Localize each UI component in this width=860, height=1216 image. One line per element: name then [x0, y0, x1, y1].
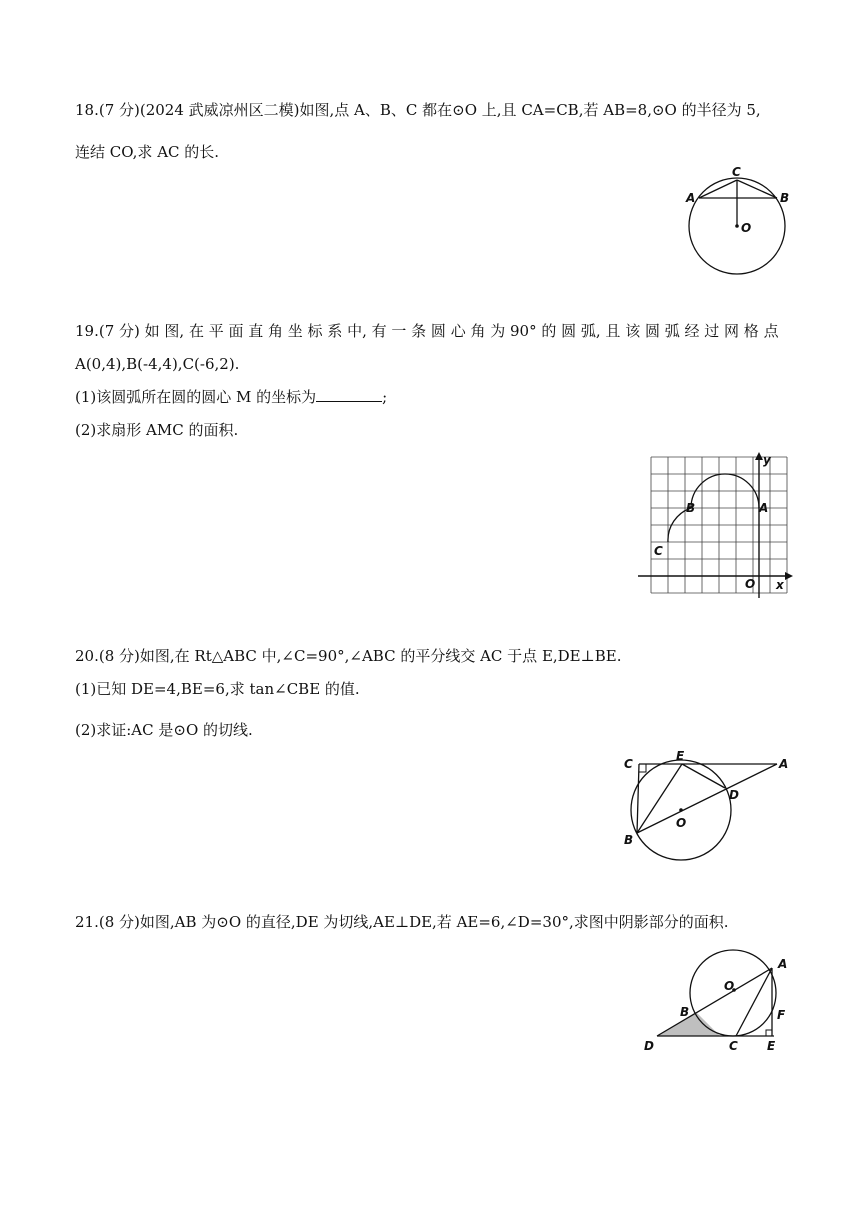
label-b: B [780, 191, 790, 205]
label-d: D [644, 1039, 654, 1053]
segment-da [657, 968, 772, 1036]
right-angle-e [766, 1030, 772, 1036]
center-dot [679, 808, 683, 812]
problem-19-figure [635, 452, 795, 602]
center-dot [735, 224, 739, 228]
problem-19-question-1 [75, 387, 387, 407]
y-axis-arrow [755, 452, 763, 460]
segment-ba [637, 764, 777, 833]
label-o: O [724, 979, 735, 993]
problem-19-line-2: A(0,4),B(-4,4),C(-6,2). [75, 355, 240, 373]
x-axis-arrow [785, 572, 793, 580]
label-b: B [624, 833, 634, 847]
label-o: O [745, 577, 756, 591]
circle-o [690, 950, 776, 1036]
label-y: y [763, 453, 771, 467]
label-a: A [759, 501, 769, 515]
problem-18-line-2: 连结 CO,求 AC 的长. [75, 143, 220, 161]
label-c: C [654, 544, 663, 558]
label-f: F [777, 1008, 786, 1022]
label-b: B [686, 501, 696, 515]
label-c: C [732, 165, 741, 179]
problem-18-figure [670, 160, 800, 280]
answer-blank [316, 387, 382, 402]
label-a: A [779, 757, 789, 771]
segment-ed [682, 764, 725, 788]
label-e: E [767, 1039, 776, 1053]
label-a: A [778, 957, 788, 971]
problem-20-line-1: 20.(8 分)如图,在 Rt△ABC 中,∠C=90°,∠ABC 的平分线交 AC 于点 E,DE⊥BE. [75, 647, 622, 665]
label-a: A [686, 191, 696, 205]
segment-cb [637, 764, 639, 833]
problem-18-line-1: 18.(7 分)(2024 武威凉州区二模)如图,点 A、B、C 都在⊙O 上,且 CA=CB,若 AB=8,⊙O 的半径为 5, [75, 101, 761, 119]
chord-ca [699, 180, 737, 198]
problem-21-line-1: 21.(8 分)如图,AB 为⊙O 的直径,DE 为切线,AE⊥DE,若 AE=6,∠D=30°,求图中阴影部分的面积. [75, 913, 729, 931]
label-c: C [729, 1039, 738, 1053]
label-e: E [676, 749, 685, 763]
problem-21-figure [640, 940, 800, 1060]
problem-19-line-1: 19.(7 分) 如 图, 在 平 面 直 角 坐 标 系 中, 有 一 条 圆 心 角 为 90° 的 圆 弧, 且 该 圆 弧 经 过 网 格 点 [75, 322, 779, 340]
label-o: O [676, 816, 687, 830]
label-x: x [776, 578, 784, 592]
right-angle-c [639, 764, 646, 772]
label-b: B [680, 1005, 690, 1019]
problem-20-question-1: (1)已知 DE=4,BE=6,求 tan∠CBE 的值. [75, 680, 360, 698]
label-o: O [741, 221, 752, 235]
label-c: C [624, 757, 633, 771]
problem-20-figure [615, 748, 800, 878]
question-1-text: (1)该圆弧所在圆的圆心 M 的坐标为 [75, 388, 317, 406]
label-d: D [729, 788, 739, 802]
question-1-end: ; [382, 388, 388, 406]
problem-20-question-2: (2)求证:AC 是⊙O 的切线. [75, 721, 253, 739]
problem-19-question-2: (2)求扇形 AMC 的面积. [75, 421, 239, 439]
